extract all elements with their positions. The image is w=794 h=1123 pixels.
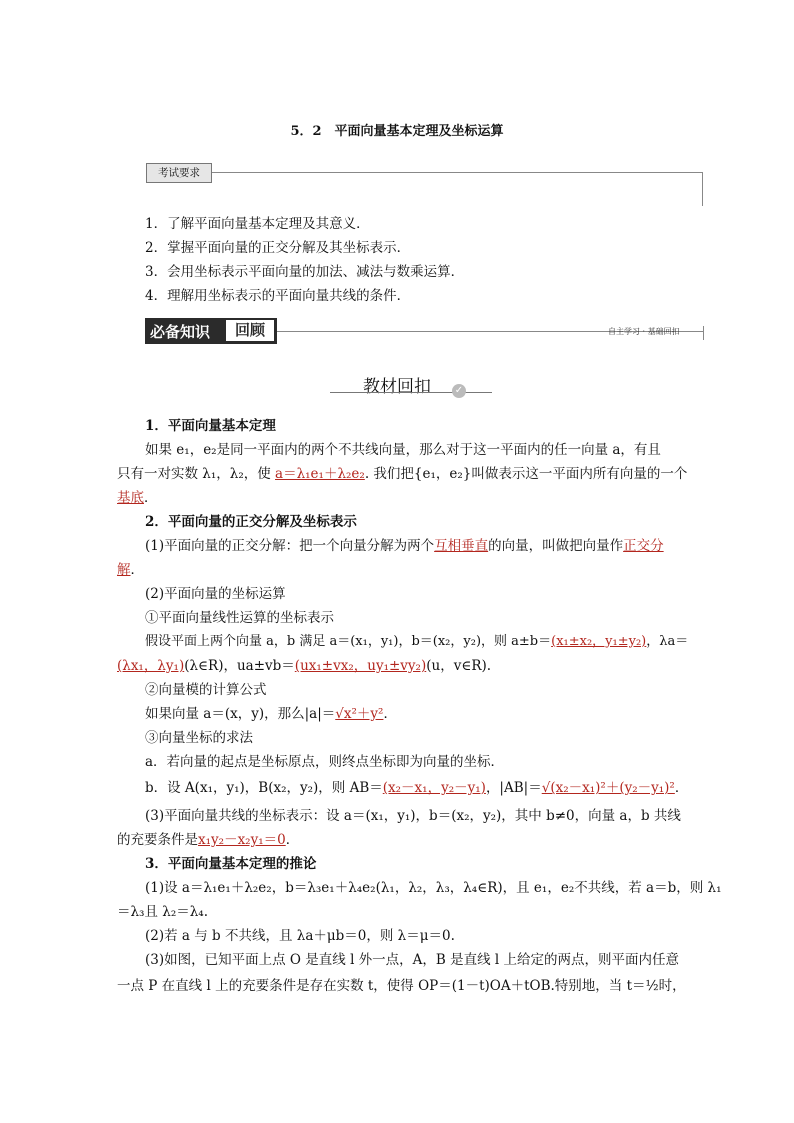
requirement-item-4: 4．理解用坐标表示的平面向量共线的条件． (145, 288, 411, 304)
s2-text-c: 假设平面上两个向量 a，b 满足 a＝(x₁，y₁)，b＝(x₂，y₂)，则 a±b＝ (145, 634, 552, 649)
s2-text-d: ，λa＝ (646, 634, 689, 649)
s1-line-2 (117, 462, 687, 482)
requirement-item-1: 1．了解平面向量基本定理及其意义． (145, 216, 370, 232)
s2-line-12: (3)平面向量共线的坐标表示：设 a＝(x₁，y₁)，b＝(x₂，y₂)，其中 b≠0，向量 a，b 共线 (145, 808, 681, 824)
s3-line-5: 一点 P 在直线 l 上的充要条件是存在实数 t，使得 OP＝(1－t)OA＋tOB.特别地，当 t＝½时， (117, 978, 686, 994)
s2-line-5 (145, 630, 688, 649)
s3-line-3: (2)若 a 与 b 不共线，且 λa＋μb＝0，则 λ＝μ＝0. (145, 928, 455, 944)
s2-line-6 (117, 654, 491, 674)
requirements-right-rule (702, 172, 703, 206)
section-title: 教材回扣 (363, 377, 431, 397)
s3-line-2: ＝λ₃且 λ₂＝λ₄. (117, 904, 208, 920)
s1-text-a: 只有一对实数 λ₁，λ₂，使 (117, 466, 276, 482)
s2-text-i: ，|AB|＝ (485, 780, 542, 796)
s2-answer-8: √(x₂－x₁)²＋(y₂－y₁)² (541, 780, 675, 796)
s2-line-4: ①平面向量线性运算的坐标表示 (145, 610, 334, 626)
s2-text-f: (u，v∈R). (426, 658, 492, 674)
s3-line-4: (3)如图，已知平面上点 O 是直线 l 外一点，A，B 是直线 l 上给定的两点，则平面内任意 (145, 952, 680, 968)
s2-answer-2b: 解 (117, 562, 131, 578)
banner-right-text: 自主学习 · 基础回扣 (608, 327, 680, 336)
requirement-item-3: 3．会用坐标表示平面向量的加法、减法与数乘运算． (145, 264, 465, 280)
s2-answer-3: (x₁±x₂，y₁±y₂) (551, 634, 647, 649)
s3-line-1: (1)设 a＝λ₁e₁＋λ₂e₂，b＝λ₃e₁＋λ₄e₂(λ₁，λ₂，λ₃，λ₄∈R)，且 e₁，e₂不共线，若 a＝b，则 λ₁ (145, 880, 722, 896)
s2-text-a: (1)平面向量的正交分解：把一个向量分解为两个 (145, 538, 435, 554)
s1-line-1: 如果 e₁，e₂是同一平面内的两个不共线向量，那么对于这一平面内的任一向量 a，有且 (145, 442, 661, 458)
s2-line-13: 的充要条件是x₁y₂－x₂y₁＝0． (117, 832, 300, 848)
s1-text-b: . 我们把{e₁，e₂}叫做表示这一平面内所有向量的一个 (364, 466, 688, 482)
section-3-heading: 3．平面向量基本定理的推论 (145, 856, 317, 872)
s2-text-e: (λ∈R)，ua±vb＝ (184, 658, 295, 674)
s2-line-10: a．若向量的起点是坐标原点，则终点坐标即为向量的坐标． (145, 754, 505, 770)
s2-line-9: ③向量坐标的求法 (145, 730, 253, 746)
banner-title: 必备知识 (150, 323, 211, 341)
s2-answer-6: √x²＋y² (335, 706, 384, 722)
page-title: 5．2 平面向量基本定理及坐标运算 (290, 124, 504, 139)
s2-answer-9: x₁y₂－x₂y₁＝0 (198, 832, 286, 848)
s1-answer-1: a＝λ₁e₁＋λ₂e₂ (275, 466, 365, 482)
s1-line-3: 基底． (117, 490, 158, 506)
s2-text-h: b．设 A(x₁，y₁)，B(x₂，y₂)，则 AB＝ (145, 780, 383, 796)
check-icon: ✓ (452, 384, 466, 398)
s2-answer-5: (ux₁±vx₂，uy₁±vy₂) (294, 658, 427, 674)
s2-line-8: 如果向量 a＝(x，y)，那么|a|＝√x²＋y²． (145, 706, 397, 722)
s2-text-b: 的向量，叫做把向量作 (488, 538, 624, 554)
s2-answer-2a: 正交分 (623, 538, 664, 554)
s2-line-3: (2)平面向量的坐标运算 (145, 586, 286, 602)
s2-text-g: 如果向量 a＝(x，y)，那么|a|＝ (145, 706, 336, 722)
section-1-heading: 1．平面向量基本定理 (145, 418, 276, 434)
banner-subtitle: 回顾 (226, 320, 274, 341)
banner-end-rule (703, 326, 704, 340)
s2-answer-4: (λx₁，λy₁) (117, 658, 185, 674)
s2-line-11: b．设 A(x₁，y₁)，B(x₂，y₂)，则 AB＝(x₂－x₁，y₂－y₁)，|AB|＝√(x₂－x₁)²＋(y₂－y₁)²． (145, 780, 689, 796)
requirements-top-rule (210, 172, 702, 173)
s2-text-j: 的充要条件是 (117, 832, 198, 848)
requirement-item-2: 2．掌握平面向量的正交分解及其坐标表示． (145, 240, 411, 256)
s2-answer-1: 互相垂直 (434, 538, 489, 554)
s2-answer-7: (x₂－x₁，y₂－y₁) (382, 780, 486, 796)
s2-line-1 (145, 534, 664, 554)
s1-answer-2: 基底 (117, 490, 144, 506)
requirements-tab: 考试要求 (146, 163, 212, 183)
section-2-heading: 2．平面向量的正交分解及坐标表示 (145, 514, 357, 530)
s2-line-2: 解． (117, 562, 144, 578)
s2-line-7: ②向量模的计算公式 (145, 682, 267, 698)
section-title-underline (330, 392, 492, 393)
